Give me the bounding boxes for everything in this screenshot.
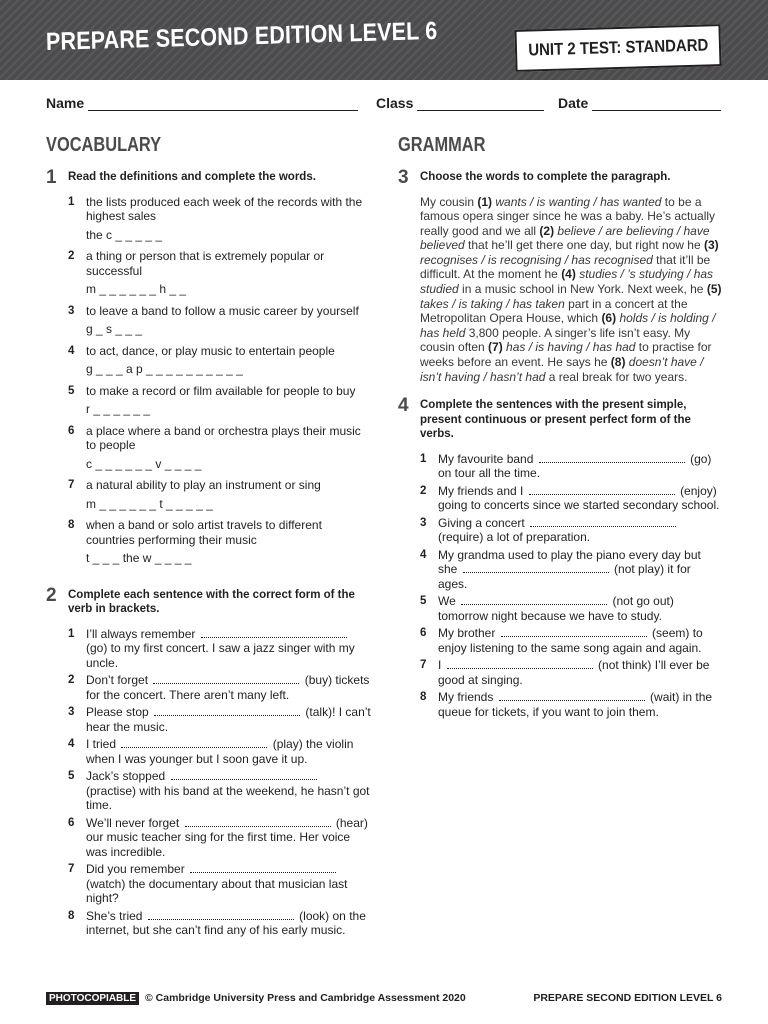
- gap-number: (8): [610, 355, 626, 370]
- list-item: [68, 478, 371, 511]
- sentence-end: (go) on tour all the time.: [438, 451, 712, 481]
- name-field: [46, 95, 358, 111]
- sentence-start: Jack’s stopped: [86, 769, 166, 783]
- class-label: Class: [376, 95, 414, 111]
- exercise-instruction: Complete the sentences with the present simple, present continuous or present perfect form of the verbs.: [420, 399, 691, 441]
- sentence-end: (not think) I’ll ever be good at singing.: [438, 658, 710, 687]
- gap-number: (7): [488, 340, 503, 355]
- list-item: [68, 816, 371, 860]
- item-number: 7: [420, 659, 427, 672]
- list-item: [68, 384, 371, 417]
- exercise-3-paragraph: [420, 195, 723, 385]
- answer-gap[interactable]: [447, 658, 593, 669]
- class-field: [376, 95, 544, 111]
- vocabulary-title: VOCABULARY: [46, 134, 162, 156]
- student-info-row: [46, 95, 722, 113]
- sentence-start: I’ll always remember: [86, 626, 196, 641]
- item-number: 1: [68, 195, 75, 208]
- item-number: 1: [68, 627, 75, 640]
- gap-number: (6): [601, 311, 617, 326]
- sentence-start: I tried: [86, 737, 117, 751]
- sentence-end: (look) on the internet, but she can’t find any of his early music.: [86, 908, 366, 937]
- answer-blanks[interactable]: t _ _ _ the w _ _ _ _: [86, 551, 192, 565]
- photocopiable-badge: PHOTOCOPIABLE: [46, 992, 139, 1005]
- item-number: 8: [68, 519, 75, 531]
- sentence-end: (talk)! I can’t hear the music.: [86, 705, 371, 734]
- answer-gap[interactable]: [461, 594, 607, 605]
- sentence-start: My favourite band: [438, 451, 534, 466]
- answer-blanks[interactable]: r _ _ _ _ _ _: [86, 402, 151, 416]
- grammar-title: GRAMMAR: [398, 134, 486, 156]
- list-item: [68, 424, 371, 472]
- word-options[interactable]: has / is having / has had: [502, 340, 636, 355]
- date-input-line[interactable]: [592, 97, 721, 111]
- exercise-instruction: Complete each sentence with the correct form of the verb in brackets.: [68, 588, 355, 615]
- sentence-start: We’ll never forget: [86, 815, 180, 830]
- answer-blanks[interactable]: m _ _ _ _ _ _ t _ _ _ _ _: [86, 496, 213, 511]
- answer-gap[interactable]: [154, 705, 300, 716]
- sentence-start: Don’t forget: [86, 673, 149, 687]
- list-item: [68, 909, 371, 938]
- list-item: [420, 548, 723, 592]
- name-label: Name: [46, 95, 85, 111]
- sentence-start: We: [438, 594, 456, 609]
- class-input-line[interactable]: [417, 97, 544, 111]
- paragraph-text: a real break for two years.: [545, 369, 688, 384]
- sentence-start: Giving a concert: [438, 515, 525, 530]
- word-options[interactable]: studies / ’s studying / has studied: [420, 267, 714, 297]
- exercise-1-items: [68, 195, 371, 566]
- sentence-end: (hear) our music teacher sing for the first time. Her voice was incredible.: [86, 815, 368, 859]
- word-options[interactable]: takes / is taking / has taken: [420, 296, 565, 311]
- paragraph-text: that he’ll get there one day, but right now he: [464, 238, 704, 253]
- list-item: [420, 594, 723, 623]
- word-options[interactable]: believe / are believing / have believed: [420, 223, 710, 253]
- paragraph-text: My cousin: [420, 194, 478, 209]
- list-item: [420, 452, 723, 481]
- item-number: 5: [420, 595, 427, 608]
- sentence-end: (require) a lot of preparation.: [438, 530, 591, 545]
- exercise-number: 2: [46, 584, 57, 606]
- answer-gap[interactable]: [201, 627, 347, 638]
- exercise-1: [46, 167, 371, 566]
- answer-blanks[interactable]: c _ _ _ _ _ _ v _ _ _ _: [86, 456, 202, 471]
- paragraph-text: in a music school in New York. Next week, he: [458, 282, 707, 297]
- sentence-end: (not play) it for ages.: [438, 562, 691, 591]
- answer-gap[interactable]: [153, 673, 299, 684]
- answer-gap[interactable]: [463, 562, 609, 573]
- paragraph-text: to practise for weeks before an event. He says he: [420, 340, 712, 370]
- list-item: [420, 658, 723, 687]
- test-label: UNIT 2 TEST: STANDARD: [527, 35, 709, 60]
- definition-text: a thing or person that is extremely popular or successful: [86, 249, 325, 278]
- sentence-start: My friends and I: [438, 483, 524, 498]
- item-number: 7: [68, 479, 75, 491]
- gap-number: (3): [703, 238, 719, 253]
- sentence-end: (enjoy) going to concerts since we started secondary school.: [438, 483, 720, 513]
- definition-text: to leave a band to follow a music career by yourself: [86, 303, 359, 318]
- page-footer: [46, 992, 722, 1006]
- sentence-end: (play) the violin when I was younger but I soon gave it up.: [86, 737, 354, 766]
- list-item: [420, 516, 723, 545]
- item-number: 7: [68, 863, 75, 875]
- sentence-start: She’s tried: [86, 908, 143, 923]
- list-item: [68, 304, 371, 337]
- item-number: 5: [68, 384, 75, 397]
- sentence-end: (watch) the documentary about that musician last night?: [86, 876, 348, 905]
- list-item: [68, 737, 371, 766]
- item-number: 6: [68, 424, 75, 437]
- item-number: 5: [68, 770, 75, 782]
- answer-blanks[interactable]: g _ s _ _ _: [86, 322, 143, 336]
- answer-gap[interactable]: [185, 816, 331, 827]
- sentence-start: Please stop: [86, 705, 149, 719]
- list-item: [68, 195, 371, 243]
- exercise-instruction: Choose the words to complete the paragraph.: [420, 171, 671, 183]
- answer-gap[interactable]: [539, 452, 685, 463]
- definition-text: to act, dance, or play music to entertain people: [86, 343, 335, 358]
- sentence-end: (buy) tickets for the concert. There aren’t many left.: [86, 673, 370, 702]
- exercise-number: 4: [398, 395, 409, 417]
- paragraph-text: to be a famous opera singer since he was a baby. He’s actually really good and we all: [420, 194, 716, 238]
- date-field: [558, 95, 721, 111]
- grammar-column: [398, 167, 723, 722]
- list-item: [68, 862, 371, 906]
- sentence-end: (wait) in the queue for tickets, if you want to join them.: [438, 690, 713, 719]
- exercise-2: [46, 584, 371, 938]
- sentence-start: Did you remember: [86, 862, 185, 876]
- answer-gap[interactable]: [501, 626, 647, 637]
- gap-number: (1): [477, 194, 493, 209]
- answer-gap[interactable]: [530, 516, 676, 527]
- item-number: 4: [420, 548, 427, 561]
- item-number: 6: [68, 816, 75, 829]
- answer-gap[interactable]: [171, 769, 317, 780]
- definition-text: to make a record or film available for people to buy: [86, 383, 356, 398]
- list-item: [68, 627, 371, 671]
- exercise-instruction: Read the definitions and complete the words.: [68, 171, 316, 183]
- name-input-line[interactable]: [88, 97, 358, 111]
- gap-number: (4): [561, 267, 576, 282]
- footer-course-title: PREPARE SECOND EDITION LEVEL 6: [533, 992, 722, 1004]
- answer-gap[interactable]: [529, 484, 675, 495]
- sentence-start: My friends: [438, 690, 494, 705]
- paragraph-text: that it’ll be difficult. At the moment he: [420, 252, 711, 282]
- item-number: 2: [68, 250, 75, 262]
- word-options[interactable]: holds / is holding / has held: [420, 311, 716, 340]
- gap-number: (5): [706, 282, 722, 297]
- exercise-number: 1: [46, 167, 57, 188]
- item-number: 4: [68, 738, 75, 750]
- exercise-3: [398, 167, 723, 384]
- vocabulary-column: [46, 167, 371, 941]
- item-number: 8: [68, 909, 75, 922]
- copyright-notice: © Cambridge University Press and Cambridge Assessment 2020: [145, 992, 466, 1004]
- item-number: 2: [68, 674, 75, 686]
- exercise-4: [398, 395, 723, 719]
- header-banner: [0, 0, 768, 80]
- exercise-2-items: [68, 627, 371, 938]
- item-number: 3: [68, 706, 75, 718]
- date-label: Date: [558, 95, 589, 111]
- list-item: [68, 673, 371, 702]
- course-title: PREPARE SECOND EDITION LEVEL 6: [45, 16, 438, 56]
- sentence-start: I: [438, 658, 442, 673]
- paragraph-text: part in a concert at the Metropolitan Opera House, which: [420, 296, 688, 326]
- list-item: [68, 705, 371, 734]
- test-label-box: [514, 24, 721, 72]
- list-item: [68, 518, 371, 566]
- list-item: [420, 690, 723, 719]
- item-number: 8: [420, 691, 427, 704]
- answer-gap[interactable]: [499, 690, 645, 701]
- item-number: 4: [68, 344, 75, 357]
- answer-blanks[interactable]: g _ _ _ a p _ _ _ _ _ _ _ _ _ _: [86, 362, 243, 376]
- list-item: [420, 626, 723, 655]
- list-item: [68, 344, 371, 377]
- answer-blanks[interactable]: m _ _ _ _ _ _ h _ _: [86, 282, 187, 296]
- definition-text: the lists produced each week of the records with the highest sales: [86, 194, 363, 223]
- exercise-4-items: [420, 452, 723, 720]
- gap-number: (2): [539, 223, 555, 238]
- definition-text: when a band or solo artist travels to different countries performing their music: [86, 518, 322, 547]
- sentence-end: (practise) with his band at the weekend, he hasn’t got time.: [86, 783, 370, 812]
- item-number: 2: [420, 484, 427, 497]
- word-options[interactable]: recognises / is recognising / has recognised: [420, 252, 653, 267]
- exercise-number: 3: [398, 167, 409, 188]
- definition-text: a place where a band or orchestra plays their music to people: [86, 423, 361, 452]
- paragraph-text: 3,800 people. A singer’s life isn’t easy. My cousin often: [420, 325, 691, 355]
- answer-gap[interactable]: [148, 909, 294, 920]
- answer-gap[interactable]: [190, 862, 336, 873]
- word-options[interactable]: doesn’t have / isn’t having / hasn’t had: [420, 355, 704, 384]
- sentence-end: (go) to my first concert. I saw a jazz singer with my uncle.: [86, 641, 355, 670]
- list-item: [420, 484, 723, 513]
- answer-blanks[interactable]: the c _ _ _ _ _: [86, 227, 163, 242]
- item-number: 3: [68, 304, 75, 317]
- answer-gap[interactable]: [121, 737, 267, 748]
- sentence-end: (not go out) tomorrow night because we have to study.: [438, 594, 674, 623]
- word-options[interactable]: wants / is wanting / has wanted: [492, 194, 662, 209]
- definition-text: a natural ability to play an instrument or sing: [86, 478, 321, 492]
- item-number: 3: [420, 516, 427, 529]
- sentence-start: My grandma used to play the piano every day but she: [438, 547, 701, 577]
- item-number: 1: [420, 452, 427, 465]
- list-item: [68, 769, 371, 813]
- item-number: 6: [420, 627, 427, 640]
- list-item: [68, 249, 371, 297]
- sentence-end: (seem) to enjoy listening to the same song again and again.: [438, 626, 703, 655]
- sentence-start: My brother: [438, 626, 496, 641]
